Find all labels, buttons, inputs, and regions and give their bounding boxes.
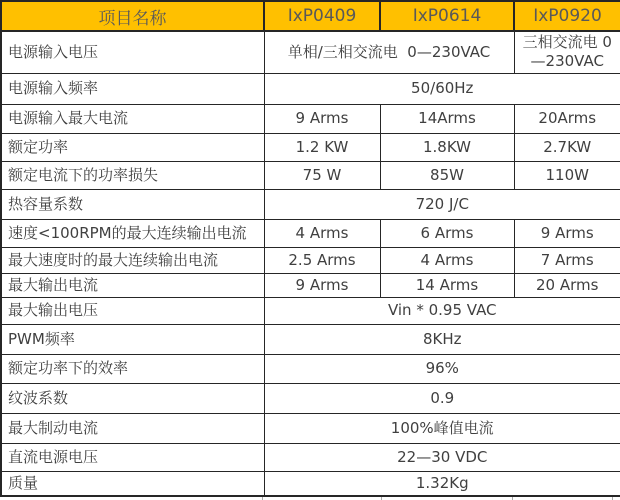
value-cell: 8KHz bbox=[264, 324, 620, 354]
value-cell: 96% bbox=[264, 354, 620, 383]
table-row bbox=[1, 413, 620, 443]
row-label-cell: 额定功率 bbox=[1, 133, 264, 161]
value-cell: 7 Arms bbox=[514, 247, 620, 273]
table-row bbox=[1, 471, 620, 496]
value-cell: 720 J/C bbox=[264, 189, 620, 219]
table-row bbox=[1, 31, 620, 73]
row-label-cell: 电源输入电压 bbox=[1, 31, 264, 73]
header-cell-item-name: 项目名称 bbox=[1, 1, 264, 31]
value-cell: 100%峰值电流 bbox=[264, 413, 620, 443]
row-label-cell: 电源输入最大电流 bbox=[1, 104, 264, 133]
header-cell-model-ixp0920: IxP0920 bbox=[514, 1, 620, 31]
row-label-cell: 额定电流下的功率损失 bbox=[1, 161, 264, 189]
row-label-cell: 质量 bbox=[1, 471, 264, 496]
row-label-cell: 直流电源电压 bbox=[1, 443, 264, 471]
table-row bbox=[1, 219, 620, 247]
table-row bbox=[1, 354, 620, 383]
row-label-cell: 纹波系数 bbox=[1, 383, 264, 413]
value-cell: 20 Arms bbox=[514, 273, 620, 297]
row-label-cell: 额定功率下的效率 bbox=[1, 354, 264, 383]
value-cell: 14Arms bbox=[380, 104, 514, 133]
table-row bbox=[1, 324, 620, 354]
value-cell: 三相交流电 0—230VAC bbox=[514, 31, 620, 73]
header-row bbox=[1, 1, 620, 31]
row-label-cell: 最大输出电流 bbox=[1, 273, 264, 297]
value-cell: 75 W bbox=[264, 161, 380, 189]
value-cell: 4 Arms bbox=[264, 219, 380, 247]
value-cell: 9 Arms bbox=[264, 104, 380, 133]
row-label-cell: 最大制动电流 bbox=[1, 413, 264, 443]
value-cell: 1.2 KW bbox=[264, 133, 380, 161]
table-row bbox=[1, 273, 620, 297]
header-cell-model-ixp0614: IxP0614 bbox=[380, 1, 514, 31]
value-cell: 85W bbox=[380, 161, 514, 189]
spec-table-body bbox=[1, 31, 620, 496]
value-cell: 110W bbox=[514, 161, 620, 189]
value-cell: 22—30 VDC bbox=[264, 443, 620, 471]
value-cell: 单相/三相交流电 0—230VAC bbox=[264, 31, 514, 73]
value-cell: 1.32Kg bbox=[264, 471, 620, 496]
table-row bbox=[1, 383, 620, 413]
value-cell: 2.7KW bbox=[514, 133, 620, 161]
value-cell: 50/60Hz bbox=[264, 73, 620, 104]
row-label-cell: 热容量系数 bbox=[1, 189, 264, 219]
table-row bbox=[1, 247, 620, 273]
value-cell: Vin * 0.95 VAC bbox=[264, 297, 620, 324]
row-label-cell: 最大输出电压 bbox=[1, 297, 264, 324]
header-cell-model-ixp0409: IxP0409 bbox=[264, 1, 380, 31]
table-row bbox=[1, 133, 620, 161]
table-row bbox=[1, 161, 620, 189]
value-cell: 4 Arms bbox=[380, 247, 514, 273]
row-label-cell: 速度<100RPM的最大连续输出电流 bbox=[1, 219, 264, 247]
value-cell: 9 Arms bbox=[514, 219, 620, 247]
row-label-cell: PWM频率 bbox=[1, 324, 264, 354]
value-cell: 6 Arms bbox=[380, 219, 514, 247]
table-row bbox=[1, 104, 620, 133]
table-row bbox=[1, 297, 620, 324]
value-cell: 20Arms bbox=[514, 104, 620, 133]
table-row bbox=[1, 73, 620, 104]
value-cell: 1.8KW bbox=[380, 133, 514, 161]
value-cell: 0.9 bbox=[264, 383, 620, 413]
value-cell: 2.5 Arms bbox=[264, 247, 380, 273]
row-label-cell: 最大速度时的最大连续输出电流 bbox=[1, 247, 264, 273]
table-row bbox=[1, 443, 620, 471]
value-cell: 14 Arms bbox=[380, 273, 514, 297]
value-cell: 9 Arms bbox=[264, 273, 380, 297]
table-row bbox=[1, 189, 620, 219]
row-label-cell: 电源输入频率 bbox=[1, 73, 264, 104]
